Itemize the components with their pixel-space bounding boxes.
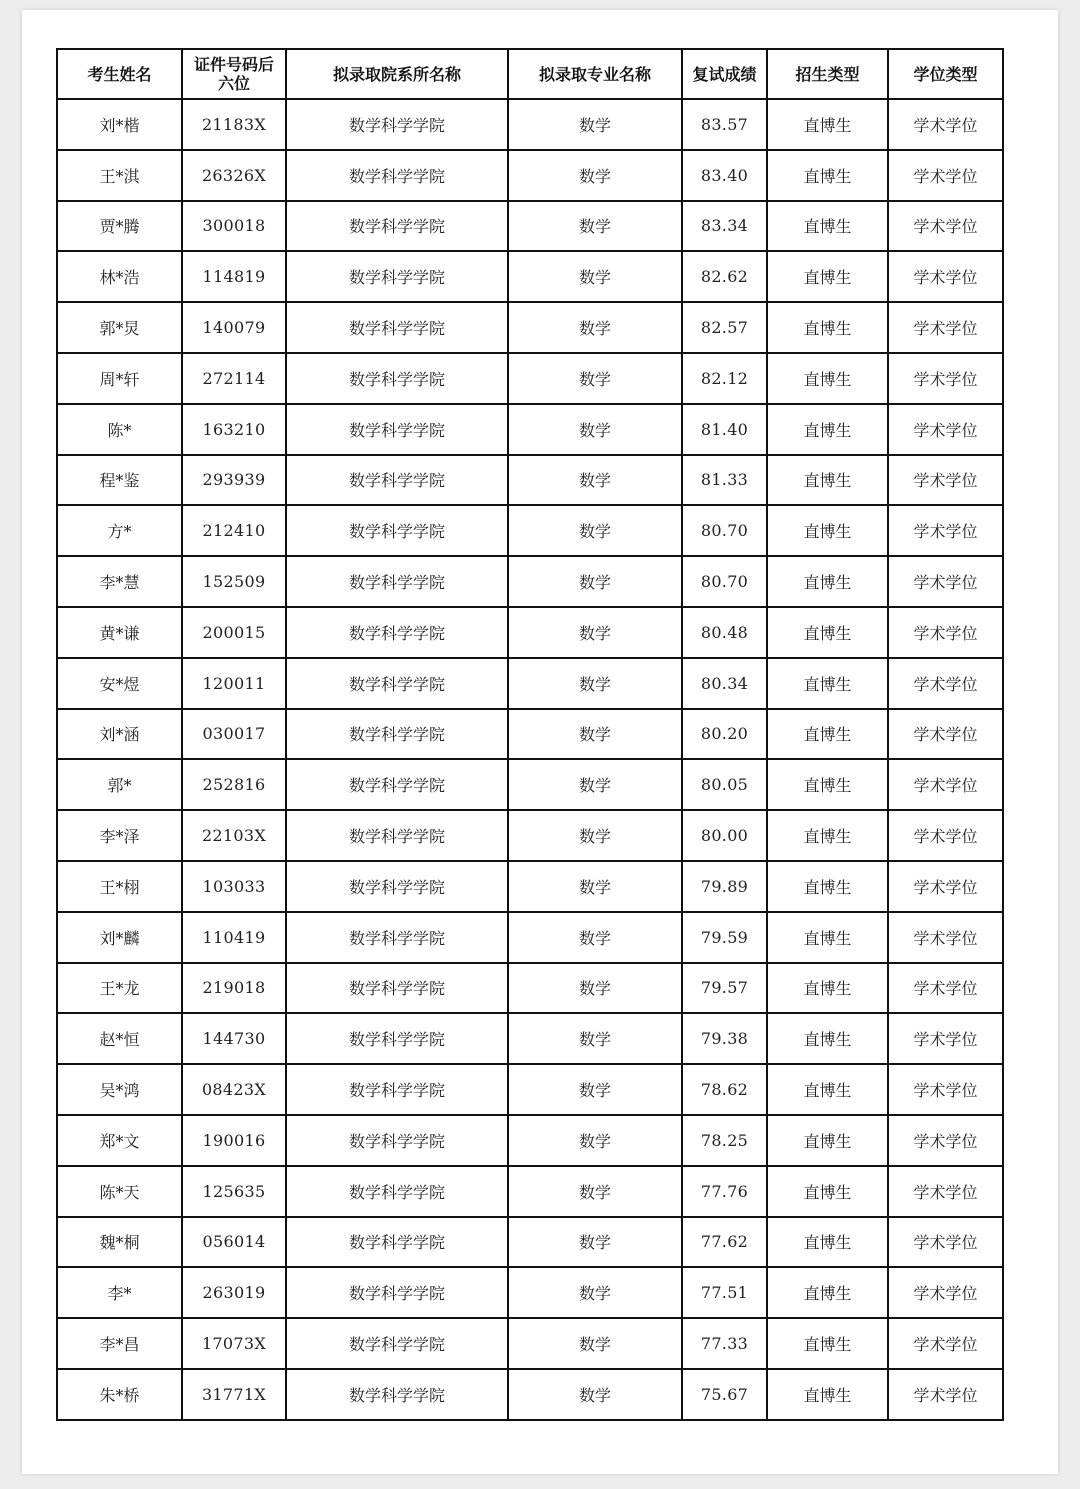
cell-enrollment-type: 直博生 [767,759,888,810]
cell-department: 数学科学学院 [286,1166,508,1217]
cell-id-suffix: 212410 [182,505,286,556]
cell-id-suffix: 272114 [182,353,286,404]
cell-score: 79.38 [682,1013,767,1064]
cell-department: 数学科学学院 [286,1217,508,1268]
cell-enrollment-type: 直博生 [767,251,888,302]
cell-enrollment-type: 直博生 [767,99,888,150]
cell-department: 数学科学学院 [286,353,508,404]
table-row [57,404,1003,455]
cell-degree-type: 学术学位 [888,607,1003,658]
cell-department: 数学科学学院 [286,455,508,506]
cell-name: 朱*桥 [57,1369,182,1420]
cell-id-suffix: 163210 [182,404,286,455]
cell-score: 83.34 [682,201,767,252]
cell-major: 数学 [508,455,682,506]
cell-name: 郭* [57,759,182,810]
cell-department: 数学科学学院 [286,302,508,353]
table-row [57,607,1003,658]
table-row [57,709,1003,760]
cell-department: 数学科学学院 [286,709,508,760]
cell-id-suffix: 219018 [182,963,286,1014]
cell-score: 75.67 [682,1369,767,1420]
cell-degree-type: 学术学位 [888,1267,1003,1318]
cell-score: 78.62 [682,1064,767,1115]
table-row [57,963,1003,1014]
cell-enrollment-type: 直博生 [767,201,888,252]
table-row [57,505,1003,556]
cell-name: 安*煜 [57,658,182,709]
cell-score: 82.12 [682,353,767,404]
cell-major: 数学 [508,1115,682,1166]
cell-id-suffix: 21183X [182,99,286,150]
cell-enrollment-type: 直博生 [767,1369,888,1420]
cell-id-suffix: 152509 [182,556,286,607]
cell-degree-type: 学术学位 [888,150,1003,201]
cell-id-suffix: 08423X [182,1064,286,1115]
cell-name: 魏*桐 [57,1217,182,1268]
header-score: 复试成绩 [682,49,767,99]
admission-table [56,48,1004,1421]
table-row [57,1217,1003,1268]
table-row [57,1166,1003,1217]
cell-id-suffix: 200015 [182,607,286,658]
cell-enrollment-type: 直博生 [767,150,888,201]
cell-enrollment-type: 直博生 [767,1267,888,1318]
cell-id-suffix: 293939 [182,455,286,506]
cell-id-suffix: 31771X [182,1369,286,1420]
cell-name: 陈* [57,404,182,455]
cell-degree-type: 学术学位 [888,810,1003,861]
cell-enrollment-type: 直博生 [767,607,888,658]
table-header-row [57,49,1003,99]
table-row [57,861,1003,912]
cell-score: 80.05 [682,759,767,810]
table-row [57,353,1003,404]
cell-degree-type: 学术学位 [888,353,1003,404]
table-row [57,1013,1003,1064]
cell-name: 贾*腾 [57,201,182,252]
cell-enrollment-type: 直博生 [767,912,888,963]
cell-name: 方* [57,505,182,556]
cell-score: 77.76 [682,1166,767,1217]
cell-score: 80.70 [682,505,767,556]
cell-enrollment-type: 直博生 [767,1318,888,1369]
cell-id-suffix: 056014 [182,1217,286,1268]
cell-degree-type: 学术学位 [888,1013,1003,1064]
table-body [57,99,1003,1420]
cell-major: 数学 [508,1318,682,1369]
table-row [57,455,1003,506]
cell-major: 数学 [508,861,682,912]
cell-major: 数学 [508,607,682,658]
cell-score: 82.57 [682,302,767,353]
cell-department: 数学科学学院 [286,1267,508,1318]
table-row [57,759,1003,810]
cell-enrollment-type: 直博生 [767,404,888,455]
cell-degree-type: 学术学位 [888,302,1003,353]
cell-score: 77.62 [682,1217,767,1268]
cell-major: 数学 [508,1369,682,1420]
cell-department: 数学科学学院 [286,810,508,861]
cell-major: 数学 [508,1064,682,1115]
cell-score: 83.40 [682,150,767,201]
cell-department: 数学科学学院 [286,1369,508,1420]
cell-enrollment-type: 直博生 [767,1217,888,1268]
table-row [57,1369,1003,1420]
cell-department: 数学科学学院 [286,556,508,607]
cell-major: 数学 [508,1267,682,1318]
cell-id-suffix: 125635 [182,1166,286,1217]
cell-major: 数学 [508,251,682,302]
cell-major: 数学 [508,353,682,404]
cell-score: 82.62 [682,251,767,302]
cell-name: 李*泽 [57,810,182,861]
cell-score: 81.40 [682,404,767,455]
cell-department: 数学科学学院 [286,404,508,455]
cell-name: 刘*楷 [57,99,182,150]
cell-enrollment-type: 直博生 [767,505,888,556]
table-row [57,99,1003,150]
cell-department: 数学科学学院 [286,150,508,201]
cell-id-suffix: 190016 [182,1115,286,1166]
cell-score: 80.48 [682,607,767,658]
cell-degree-type: 学术学位 [888,1369,1003,1420]
cell-major: 数学 [508,99,682,150]
cell-degree-type: 学术学位 [888,201,1003,252]
cell-degree-type: 学术学位 [888,505,1003,556]
cell-enrollment-type: 直博生 [767,1064,888,1115]
cell-id-suffix: 144730 [182,1013,286,1064]
cell-major: 数学 [508,810,682,861]
cell-name: 陈*天 [57,1166,182,1217]
cell-degree-type: 学术学位 [888,556,1003,607]
table-row [57,658,1003,709]
cell-id-suffix: 110419 [182,912,286,963]
cell-name: 王*栩 [57,861,182,912]
cell-name: 林*浩 [57,251,182,302]
cell-id-suffix: 17073X [182,1318,286,1369]
table-row [57,1267,1003,1318]
cell-enrollment-type: 直博生 [767,1115,888,1166]
cell-id-suffix: 114819 [182,251,286,302]
document-page [22,10,1058,1474]
header-id-suffix [182,49,286,99]
cell-major: 数学 [508,505,682,556]
cell-name: 刘*涵 [57,709,182,760]
cell-department: 数学科学学院 [286,912,508,963]
table-row [57,251,1003,302]
cell-id-suffix: 26326X [182,150,286,201]
cell-score: 83.57 [682,99,767,150]
cell-degree-type: 学术学位 [888,1115,1003,1166]
cell-name: 郭*炅 [57,302,182,353]
cell-enrollment-type: 直博生 [767,302,888,353]
cell-department: 数学科学学院 [286,658,508,709]
cell-department: 数学科学学院 [286,1318,508,1369]
cell-degree-type: 学术学位 [888,99,1003,150]
cell-degree-type: 学术学位 [888,709,1003,760]
cell-name: 黄*谦 [57,607,182,658]
cell-department: 数学科学学院 [286,1013,508,1064]
cell-id-suffix: 140079 [182,302,286,353]
cell-major: 数学 [508,1013,682,1064]
cell-major: 数学 [508,912,682,963]
cell-major: 数学 [508,201,682,252]
cell-department: 数学科学学院 [286,505,508,556]
cell-enrollment-type: 直博生 [767,353,888,404]
cell-score: 79.57 [682,963,767,1014]
cell-major: 数学 [508,1217,682,1268]
cell-id-suffix: 252816 [182,759,286,810]
cell-name: 刘*麟 [57,912,182,963]
table-row [57,1115,1003,1166]
cell-enrollment-type: 直博生 [767,1166,888,1217]
table-row [57,201,1003,252]
cell-enrollment-type: 直博生 [767,861,888,912]
cell-enrollment-type: 直博生 [767,1013,888,1064]
cell-score: 80.20 [682,709,767,760]
cell-degree-type: 学术学位 [888,1217,1003,1268]
cell-major: 数学 [508,302,682,353]
cell-department: 数学科学学院 [286,607,508,658]
cell-name: 吴*鸿 [57,1064,182,1115]
cell-department: 数学科学学院 [286,251,508,302]
table-row [57,556,1003,607]
cell-id-suffix: 263019 [182,1267,286,1318]
cell-score: 80.70 [682,556,767,607]
header-name: 考生姓名 [57,49,182,99]
cell-name: 程*鉴 [57,455,182,506]
table-row [57,1318,1003,1369]
cell-name: 王*淇 [57,150,182,201]
table-row [57,912,1003,963]
table-row [57,810,1003,861]
cell-enrollment-type: 直博生 [767,556,888,607]
cell-department: 数学科学学院 [286,201,508,252]
header-enrollment-type: 招生类型 [767,49,888,99]
cell-degree-type: 学术学位 [888,759,1003,810]
cell-degree-type: 学术学位 [888,251,1003,302]
header-department: 拟录取院系所名称 [286,49,508,99]
cell-major: 数学 [508,963,682,1014]
cell-degree-type: 学术学位 [888,861,1003,912]
cell-score: 78.25 [682,1115,767,1166]
cell-department: 数学科学学院 [286,1064,508,1115]
cell-id-suffix: 300018 [182,201,286,252]
cell-name: 李*慧 [57,556,182,607]
header-degree-type: 学位类型 [888,49,1003,99]
cell-degree-type: 学术学位 [888,1318,1003,1369]
cell-name: 李* [57,1267,182,1318]
header-major: 拟录取专业名称 [508,49,682,99]
cell-score: 81.33 [682,455,767,506]
cell-enrollment-type: 直博生 [767,810,888,861]
cell-degree-type: 学术学位 [888,1064,1003,1115]
cell-department: 数学科学学院 [286,861,508,912]
cell-score: 80.34 [682,658,767,709]
cell-score: 79.89 [682,861,767,912]
cell-name: 赵*恒 [57,1013,182,1064]
table-row [57,1064,1003,1115]
cell-degree-type: 学术学位 [888,963,1003,1014]
cell-name: 郑*文 [57,1115,182,1166]
cell-enrollment-type: 直博生 [767,455,888,506]
cell-major: 数学 [508,150,682,201]
cell-name: 李*昌 [57,1318,182,1369]
cell-major: 数学 [508,404,682,455]
cell-score: 77.51 [682,1267,767,1318]
cell-score: 79.59 [682,912,767,963]
cell-enrollment-type: 直博生 [767,709,888,760]
cell-name: 周*轩 [57,353,182,404]
header-id-suffix-label: 证件号码后六位 [193,55,274,93]
cell-score: 77.33 [682,1318,767,1369]
cell-major: 数学 [508,1166,682,1217]
cell-enrollment-type: 直博生 [767,963,888,1014]
cell-major: 数学 [508,709,682,760]
cell-name: 王*龙 [57,963,182,1014]
cell-id-suffix: 103033 [182,861,286,912]
cell-department: 数学科学学院 [286,99,508,150]
cell-major: 数学 [508,556,682,607]
cell-degree-type: 学术学位 [888,658,1003,709]
cell-degree-type: 学术学位 [888,912,1003,963]
cell-degree-type: 学术学位 [888,404,1003,455]
cell-id-suffix: 22103X [182,810,286,861]
cell-department: 数学科学学院 [286,963,508,1014]
cell-department: 数学科学学院 [286,759,508,810]
cell-degree-type: 学术学位 [888,455,1003,506]
cell-score: 80.00 [682,810,767,861]
cell-id-suffix: 120011 [182,658,286,709]
table-row [57,150,1003,201]
cell-enrollment-type: 直博生 [767,658,888,709]
cell-degree-type: 学术学位 [888,1166,1003,1217]
cell-department: 数学科学学院 [286,1115,508,1166]
table-row [57,302,1003,353]
cell-major: 数学 [508,658,682,709]
cell-major: 数学 [508,759,682,810]
cell-id-suffix: 030017 [182,709,286,760]
